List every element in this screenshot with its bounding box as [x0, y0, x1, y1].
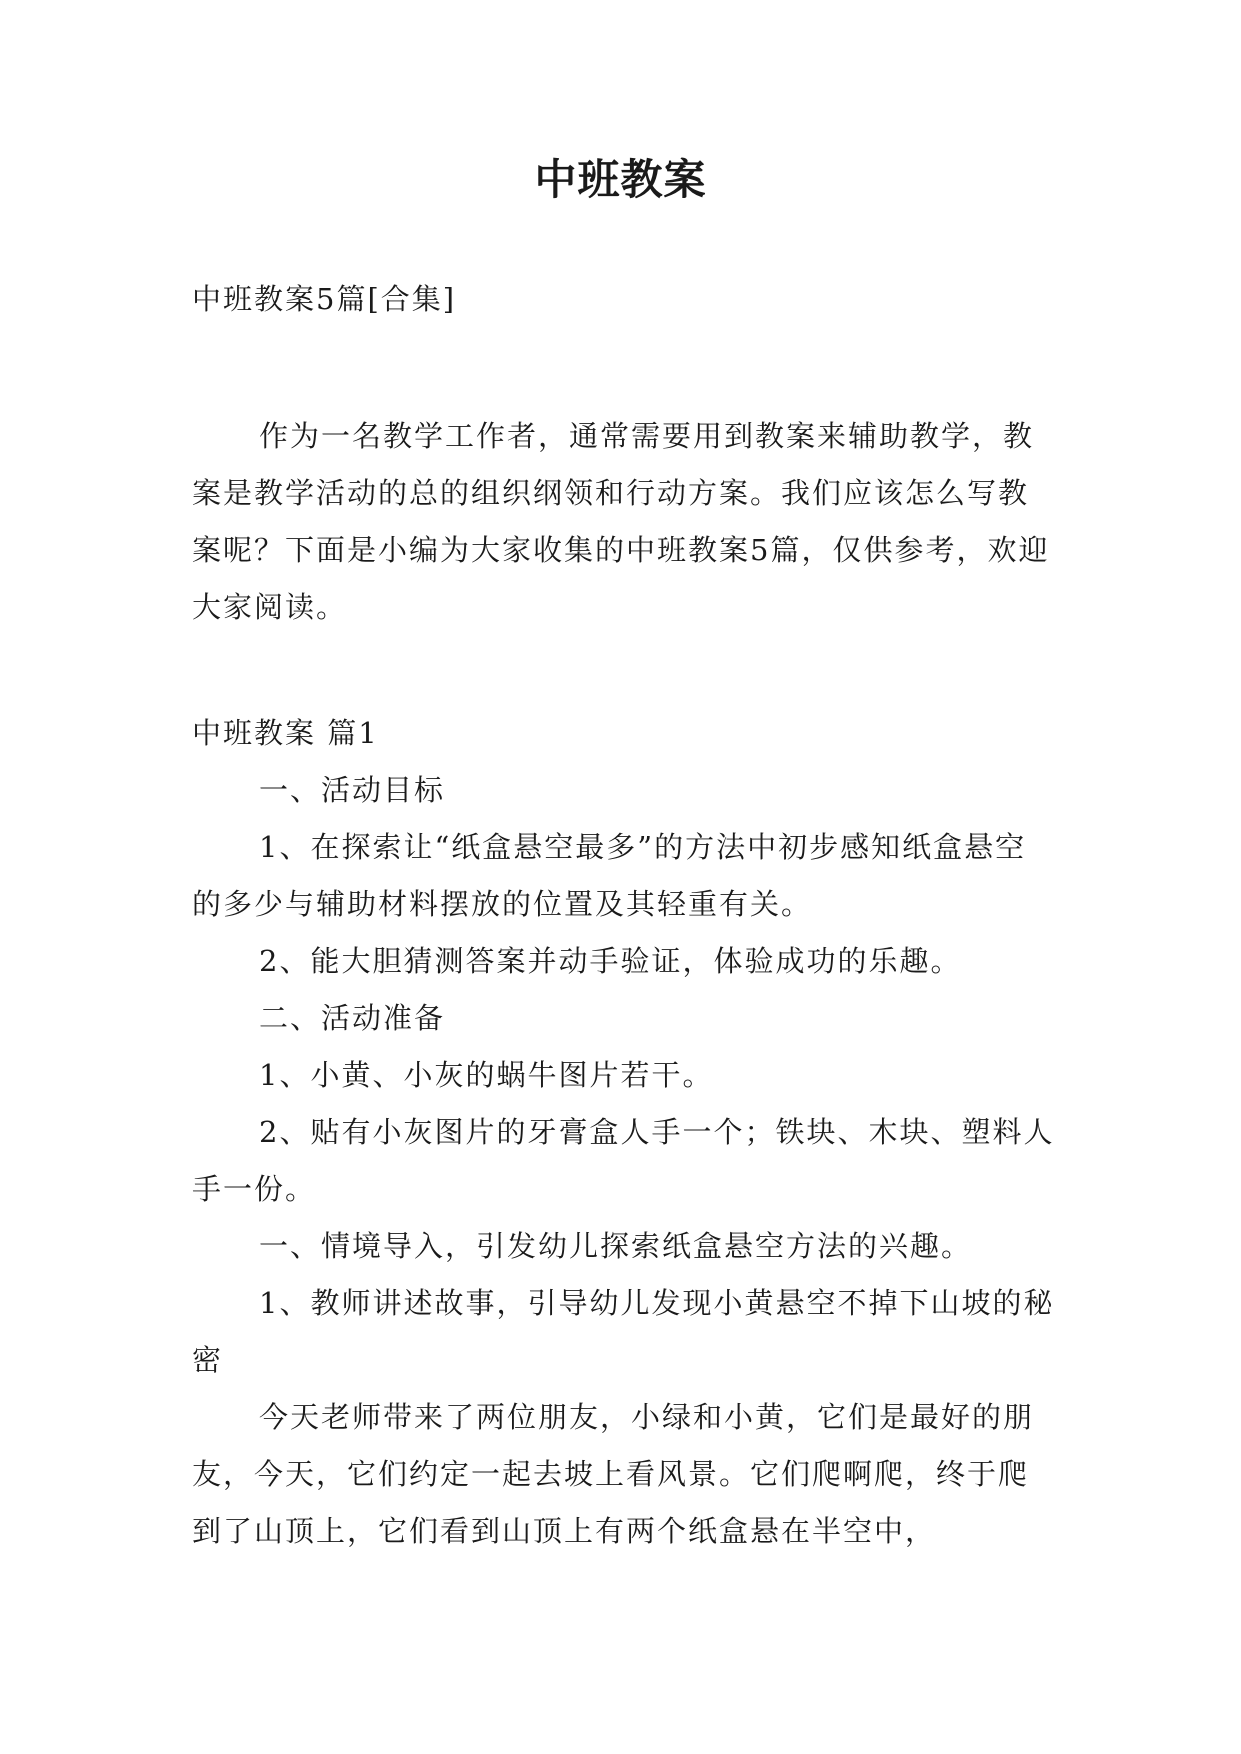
document-title: 中班教案 [534, 155, 707, 204]
paragraph-step-intro: 一、情境导入，引发幼儿探索纸盒悬空方法的兴趣。 [259, 1229, 973, 1263]
section-body [192, 762, 1056, 1560]
document-subtitle: 中班教案5篇[合集] [192, 282, 457, 316]
paragraph-goal-1: 1、在探索让“纸盒悬空最多”的方法中初步感知纸盒悬空的多少与辅助材料摆放的位置及其轻重有关。 [192, 830, 1027, 921]
paragraph-heading-goals: 一、活动目标 [259, 773, 446, 807]
paragraph-story: 今天老师带来了两位朋友，小绿和小黄，它们是最好的朋友，今天，它们约定一起去坡上看风景。它们爬啊爬，终于爬到了山顶上，它们看到山顶上有两个纸盒悬在半空中， [192, 1400, 1035, 1548]
section-heading: 中班教案 篇1 [192, 716, 379, 750]
paragraph-heading-prep: 二、活动准备 [259, 1001, 446, 1035]
intro-paragraph: 作为一名教学工作者，通常需要用到教案来辅助教学，教案是教学活动的总的组织纲领和行动方案。我们应该怎么写教案呢？下面是小编为大家收集的中班教案5篇，仅供参考，欢迎大家阅读。 [192, 419, 1050, 624]
paragraph-prep-1: 1、小黄、小灰的蜗牛图片若干。 [259, 1058, 714, 1092]
paragraph-goal-2: 2、能大胆猜测答案并动手验证，体验成功的乐趣。 [259, 944, 962, 978]
paragraph-step-1: 1、教师讲述故事，引导幼儿发现小黄悬空不掉下山坡的秘密 [192, 1286, 1055, 1377]
paragraph-prep-2: 2、贴有小灰图片的牙膏盒人手一个；铁块、木块、塑料人手一份。 [192, 1115, 1055, 1206]
